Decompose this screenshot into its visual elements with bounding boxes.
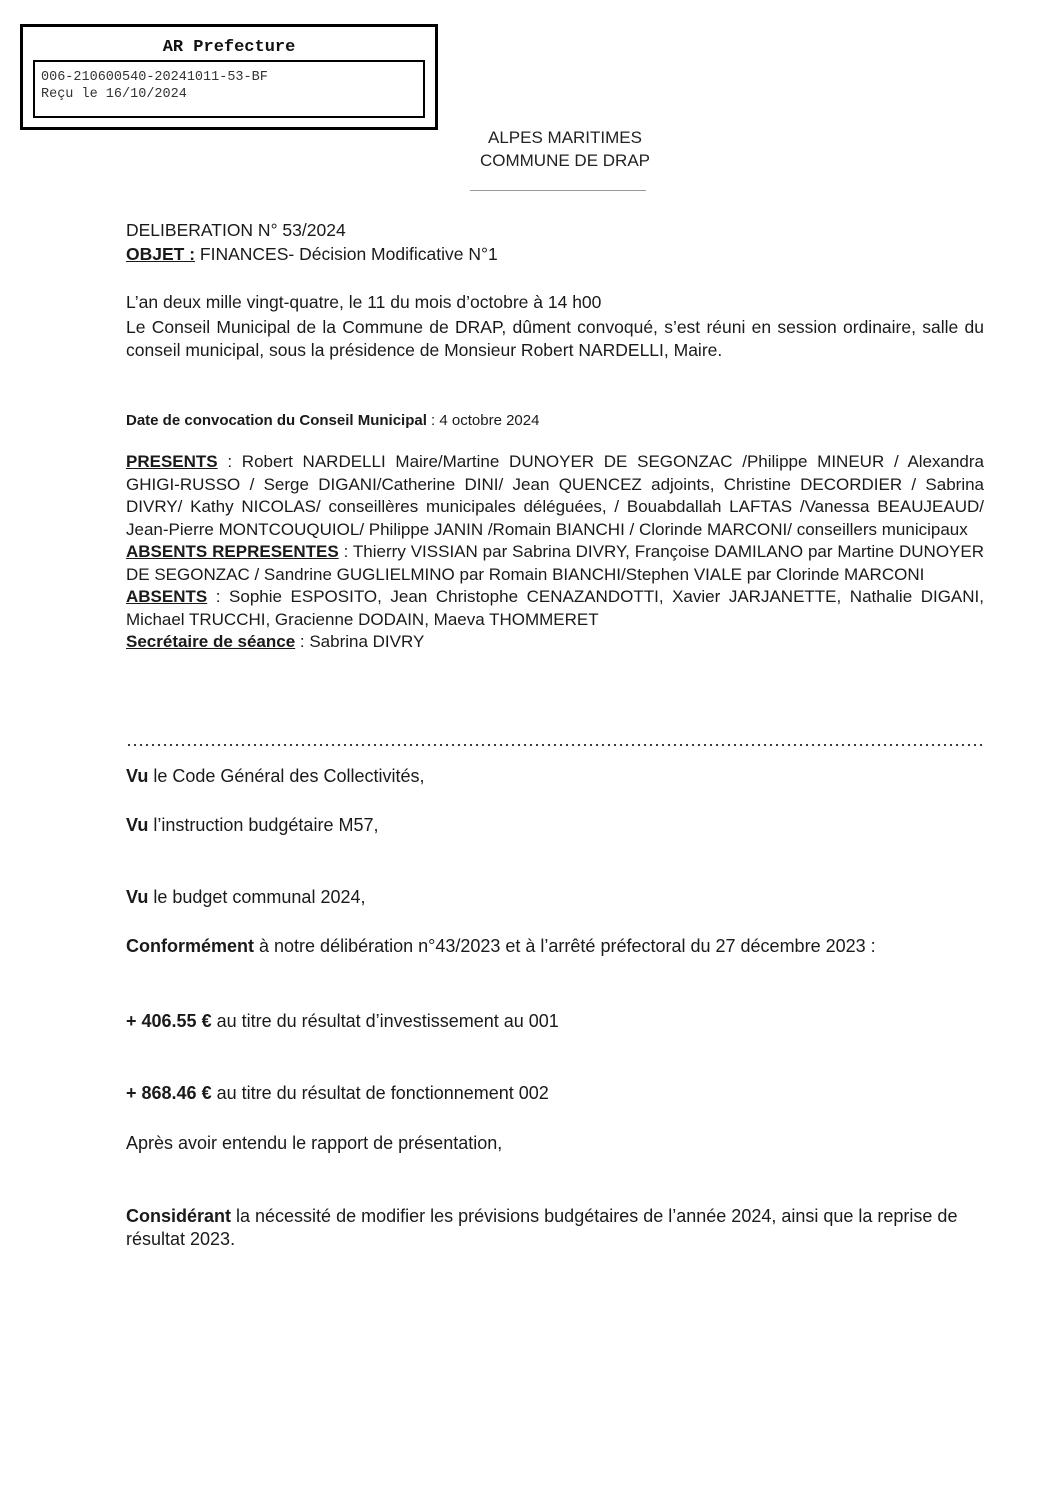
stamp-details <box>33 60 425 118</box>
investment-result <box>126 1010 986 1033</box>
vu-keyword: Vu <box>126 766 149 786</box>
secretary-label: Secrétaire de séance <box>126 632 296 651</box>
considerant-paragraph <box>126 1205 986 1251</box>
stamp-reference: 006-210600540-20241011-53-BF <box>41 70 268 85</box>
prefecture-stamp <box>20 24 438 130</box>
absents-label: ABSENTS <box>126 587 208 606</box>
presents-paragraph <box>126 451 984 541</box>
conformement-text: à notre délibération n°43/2023 et à l’arrêté préfectoral du 27 décembre 2023 : <box>254 936 876 956</box>
intro-date: L’an deux mille vingt-quatre, le 11 du mois d’octobre à 14 h00 <box>126 292 602 312</box>
presents-label: PRESENTS <box>126 452 218 471</box>
conformement-keyword: Conformément <box>126 936 255 956</box>
stamp-received-date: Reçu le 16/10/2024 <box>41 87 187 102</box>
object-text: FINANCES- Décision Modificative N°1 <box>195 244 498 264</box>
apres-rapport: Après avoir entendu le rapport de présentation, <box>126 1133 503 1153</box>
vu-budget <box>126 886 986 909</box>
intro-meeting: Le Conseil Municipal de la Commune de DRAP, dûment convoqué, s’est réuni en session ordinaire, salle du conseil municipal, sous la présidence de Monsieur Robert NARDELLI, Maire. <box>126 317 984 360</box>
vu-instruction-text: l’instruction budgétaire M57, <box>148 815 379 835</box>
investment-amount: + 406.55 € <box>126 1011 212 1031</box>
header-commune: COMMUNE DE DRAP <box>479 151 650 170</box>
convocation-label: Date de convocation du Conseil Municipal <box>126 412 427 429</box>
represented-list: : Thierry VISSIAN par Sabrina DIVRY, Françoise DAMILANO par Martine DUNOYER DE SEGONZAC / Sandrine GUGLIELMINO par Romain BIANCHI/Stephen VIALE par Clorinde MARCONI <box>126 542 984 584</box>
secretary-paragraph <box>126 631 984 654</box>
conformement-paragraph <box>126 935 986 958</box>
convocation-value: : 4 octobre 2024 <box>426 412 540 429</box>
separator-line <box>126 742 984 748</box>
vu-code <box>126 765 986 788</box>
considerant-text: la nécessité de modifier les prévisions budgétaires de l’année 2024, ainsi que la reprise de résultat 2023. <box>126 1206 958 1249</box>
operating-amount: + 868.46 € <box>126 1083 212 1103</box>
operating-text: au titre du résultat de fonctionnement 002 <box>211 1083 549 1103</box>
vu-keyword: Vu <box>126 815 149 835</box>
attendance-block <box>126 451 984 654</box>
presents-list: : Robert NARDELLI Maire/Martine DUNOYER DE SEGONZAC /Philippe MINEUR / Alexandra GHIGI-RUSSO / Serge DIGANI/Catherine DINI/ Jean QUENCEZ adjoints, Christine DECORDIER / Sabrina DIVRY/ Kathy NICOLAS/ conseillères municipales déléguées, / Bouabdallah LAFTAS /Vanessa BEAUJEAUD/ Jean-Pierre MONTCOUQUIOL/ Philippe JANIN /Romain BIANCHI / Clorinde MARCONI/ conseillers municipaux <box>126 452 984 539</box>
object-label: OBJET : <box>126 244 196 264</box>
vu-keyword: Vu <box>126 887 149 907</box>
vu-budget-text: le budget communal 2024, <box>148 887 366 907</box>
absents-paragraph <box>126 586 984 631</box>
investment-text: au titre du résultat d’investissement au 001 <box>211 1011 559 1031</box>
represented-label: ABSENTS REPRESENTES <box>126 542 339 561</box>
stamp-title: AR Prefecture <box>162 38 296 57</box>
vu-instruction <box>126 814 986 837</box>
deliberation-object <box>126 243 986 266</box>
absents-list: : Sophie ESPOSITO, Jean Christophe CENAZANDOTTI, Xavier JARJANETTE, Nathalie DIGANI, Michael TRUCCHI, Gracienne DODAIN, Maeva THOMMERET <box>126 587 984 629</box>
header-department: ALPES MARITIMES <box>488 128 642 147</box>
vu-code-text: le Code Général des Collectivités, <box>148 766 425 786</box>
considerant-keyword: Considérant <box>126 1206 232 1226</box>
operating-result <box>126 1082 986 1105</box>
secretary-name: : Sabrina DIVRY <box>295 632 425 651</box>
header-divider <box>470 190 646 191</box>
convocation-date <box>126 409 986 432</box>
represented-paragraph <box>126 541 984 586</box>
deliberation-number: DELIBERATION N° 53/2024 <box>126 220 346 240</box>
